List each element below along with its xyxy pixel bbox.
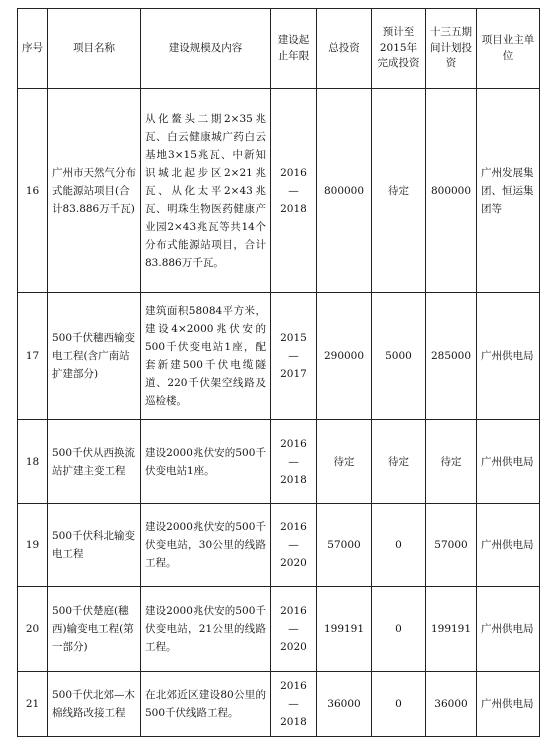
cell-plan: 199191 — [426, 587, 477, 672]
cell-name: 广州市天然气分布式能源站项目(合计83.886万千瓦) — [48, 89, 141, 293]
cell-owner: 广州供电局 — [477, 587, 540, 672]
cell-plan: 285000 — [426, 293, 477, 420]
table-row — [18, 89, 540, 293]
cell-scale: 建筑面积58084平方米，建设4×2000兆伏安的500千伏变电站1座，配套新建500千伏电缆隧道、220千伏架空线路及巡检楼。 — [141, 293, 271, 420]
cell-by2015: 待定 — [372, 89, 426, 293]
table-row — [18, 420, 540, 504]
cell-period: 2016—2018 — [271, 420, 317, 504]
cell-period: 2016—2020 — [271, 504, 317, 587]
cell-seq: 20 — [18, 587, 48, 672]
cell-by2015: 0 — [372, 672, 426, 737]
cell-period: 2016—2018 — [271, 89, 317, 293]
cell-owner: 广州供电局 — [477, 504, 540, 587]
cell-plan: 800000 — [426, 89, 477, 293]
cell-scale: 建设2000兆伏安的500千伏变电站，30公里的线路工程。 — [141, 504, 271, 587]
cell-by2015: 5000 — [372, 293, 426, 420]
table-row — [18, 504, 540, 587]
cell-total: 57000 — [317, 504, 372, 587]
cell-seq: 17 — [18, 293, 48, 420]
cell-name: 500千伏楚庭(穗西)输变电工程(第一部分) — [48, 587, 141, 672]
header-scale: 建设规模及内容 — [141, 9, 271, 89]
cell-name: 500千伏从西换流站扩建主变工程 — [48, 420, 141, 504]
cell-period: 2015—2017 — [271, 293, 317, 420]
cell-name: 500千伏穗西输变电工程(含广南站扩建部分) — [48, 293, 141, 420]
cell-plan: 57000 — [426, 504, 477, 587]
cell-by2015: 0 — [372, 587, 426, 672]
cell-plan: 待定 — [426, 420, 477, 504]
table-row — [18, 293, 540, 420]
table-row — [18, 587, 540, 672]
project-table — [17, 8, 540, 737]
table-row — [18, 672, 540, 737]
header-row — [18, 9, 540, 89]
header-owner: 项目业主单位 — [477, 9, 540, 89]
cell-plan: 36000 — [426, 672, 477, 737]
header-plan: 十三五期间计划投资 — [426, 9, 477, 89]
cell-name: 500千伏北郊—木棉线路改接工程 — [48, 672, 141, 737]
cell-seq: 21 — [18, 672, 48, 737]
cell-total: 待定 — [317, 420, 372, 504]
cell-scale: 建设2000兆伏安的500千伏变电站，21公里的线路工程。 — [141, 587, 271, 672]
cell-scale: 建设2000兆伏安的500千伏变电站1座。 — [141, 420, 271, 504]
header-seq: 序号 — [18, 9, 48, 89]
cell-scale: 从化鳌头二期2×35兆瓦、白云健康城广药白云基地3×15兆瓦、中新知识城北起步区2×21兆瓦、从化太平2×43兆瓦、明珠生物医药健康产业园2×43兆瓦等共14个分布式能源站项目，合计83.886万千瓦。 — [141, 89, 271, 293]
cell-seq: 16 — [18, 89, 48, 293]
cell-owner: 广州供电局 — [477, 672, 540, 737]
header-period: 建设起止年限 — [271, 9, 317, 89]
cell-by2015: 待定 — [372, 420, 426, 504]
header-total: 总投资 — [317, 9, 372, 89]
cell-period: 2016—2018 — [271, 672, 317, 737]
cell-total: 199191 — [317, 587, 372, 672]
cell-total: 290000 — [317, 293, 372, 420]
header-name: 项目名称 — [48, 9, 141, 89]
cell-name: 500千伏科北输变电工程 — [48, 504, 141, 587]
cell-seq: 19 — [18, 504, 48, 587]
cell-total: 36000 — [317, 672, 372, 737]
cell-total: 800000 — [317, 89, 372, 293]
cell-scale: 在北郊近区建设80公里的500千伏线路工程。 — [141, 672, 271, 737]
cell-seq: 18 — [18, 420, 48, 504]
cell-period: 2016—2020 — [271, 587, 317, 672]
cell-by2015: 0 — [372, 504, 426, 587]
header-by2015: 预计至2015年完成投资 — [372, 9, 426, 89]
cell-owner: 广州供电局 — [477, 420, 540, 504]
cell-owner: 广州供电局 — [477, 293, 540, 420]
cell-owner: 广州发展集团、恒运集团等 — [477, 89, 540, 293]
